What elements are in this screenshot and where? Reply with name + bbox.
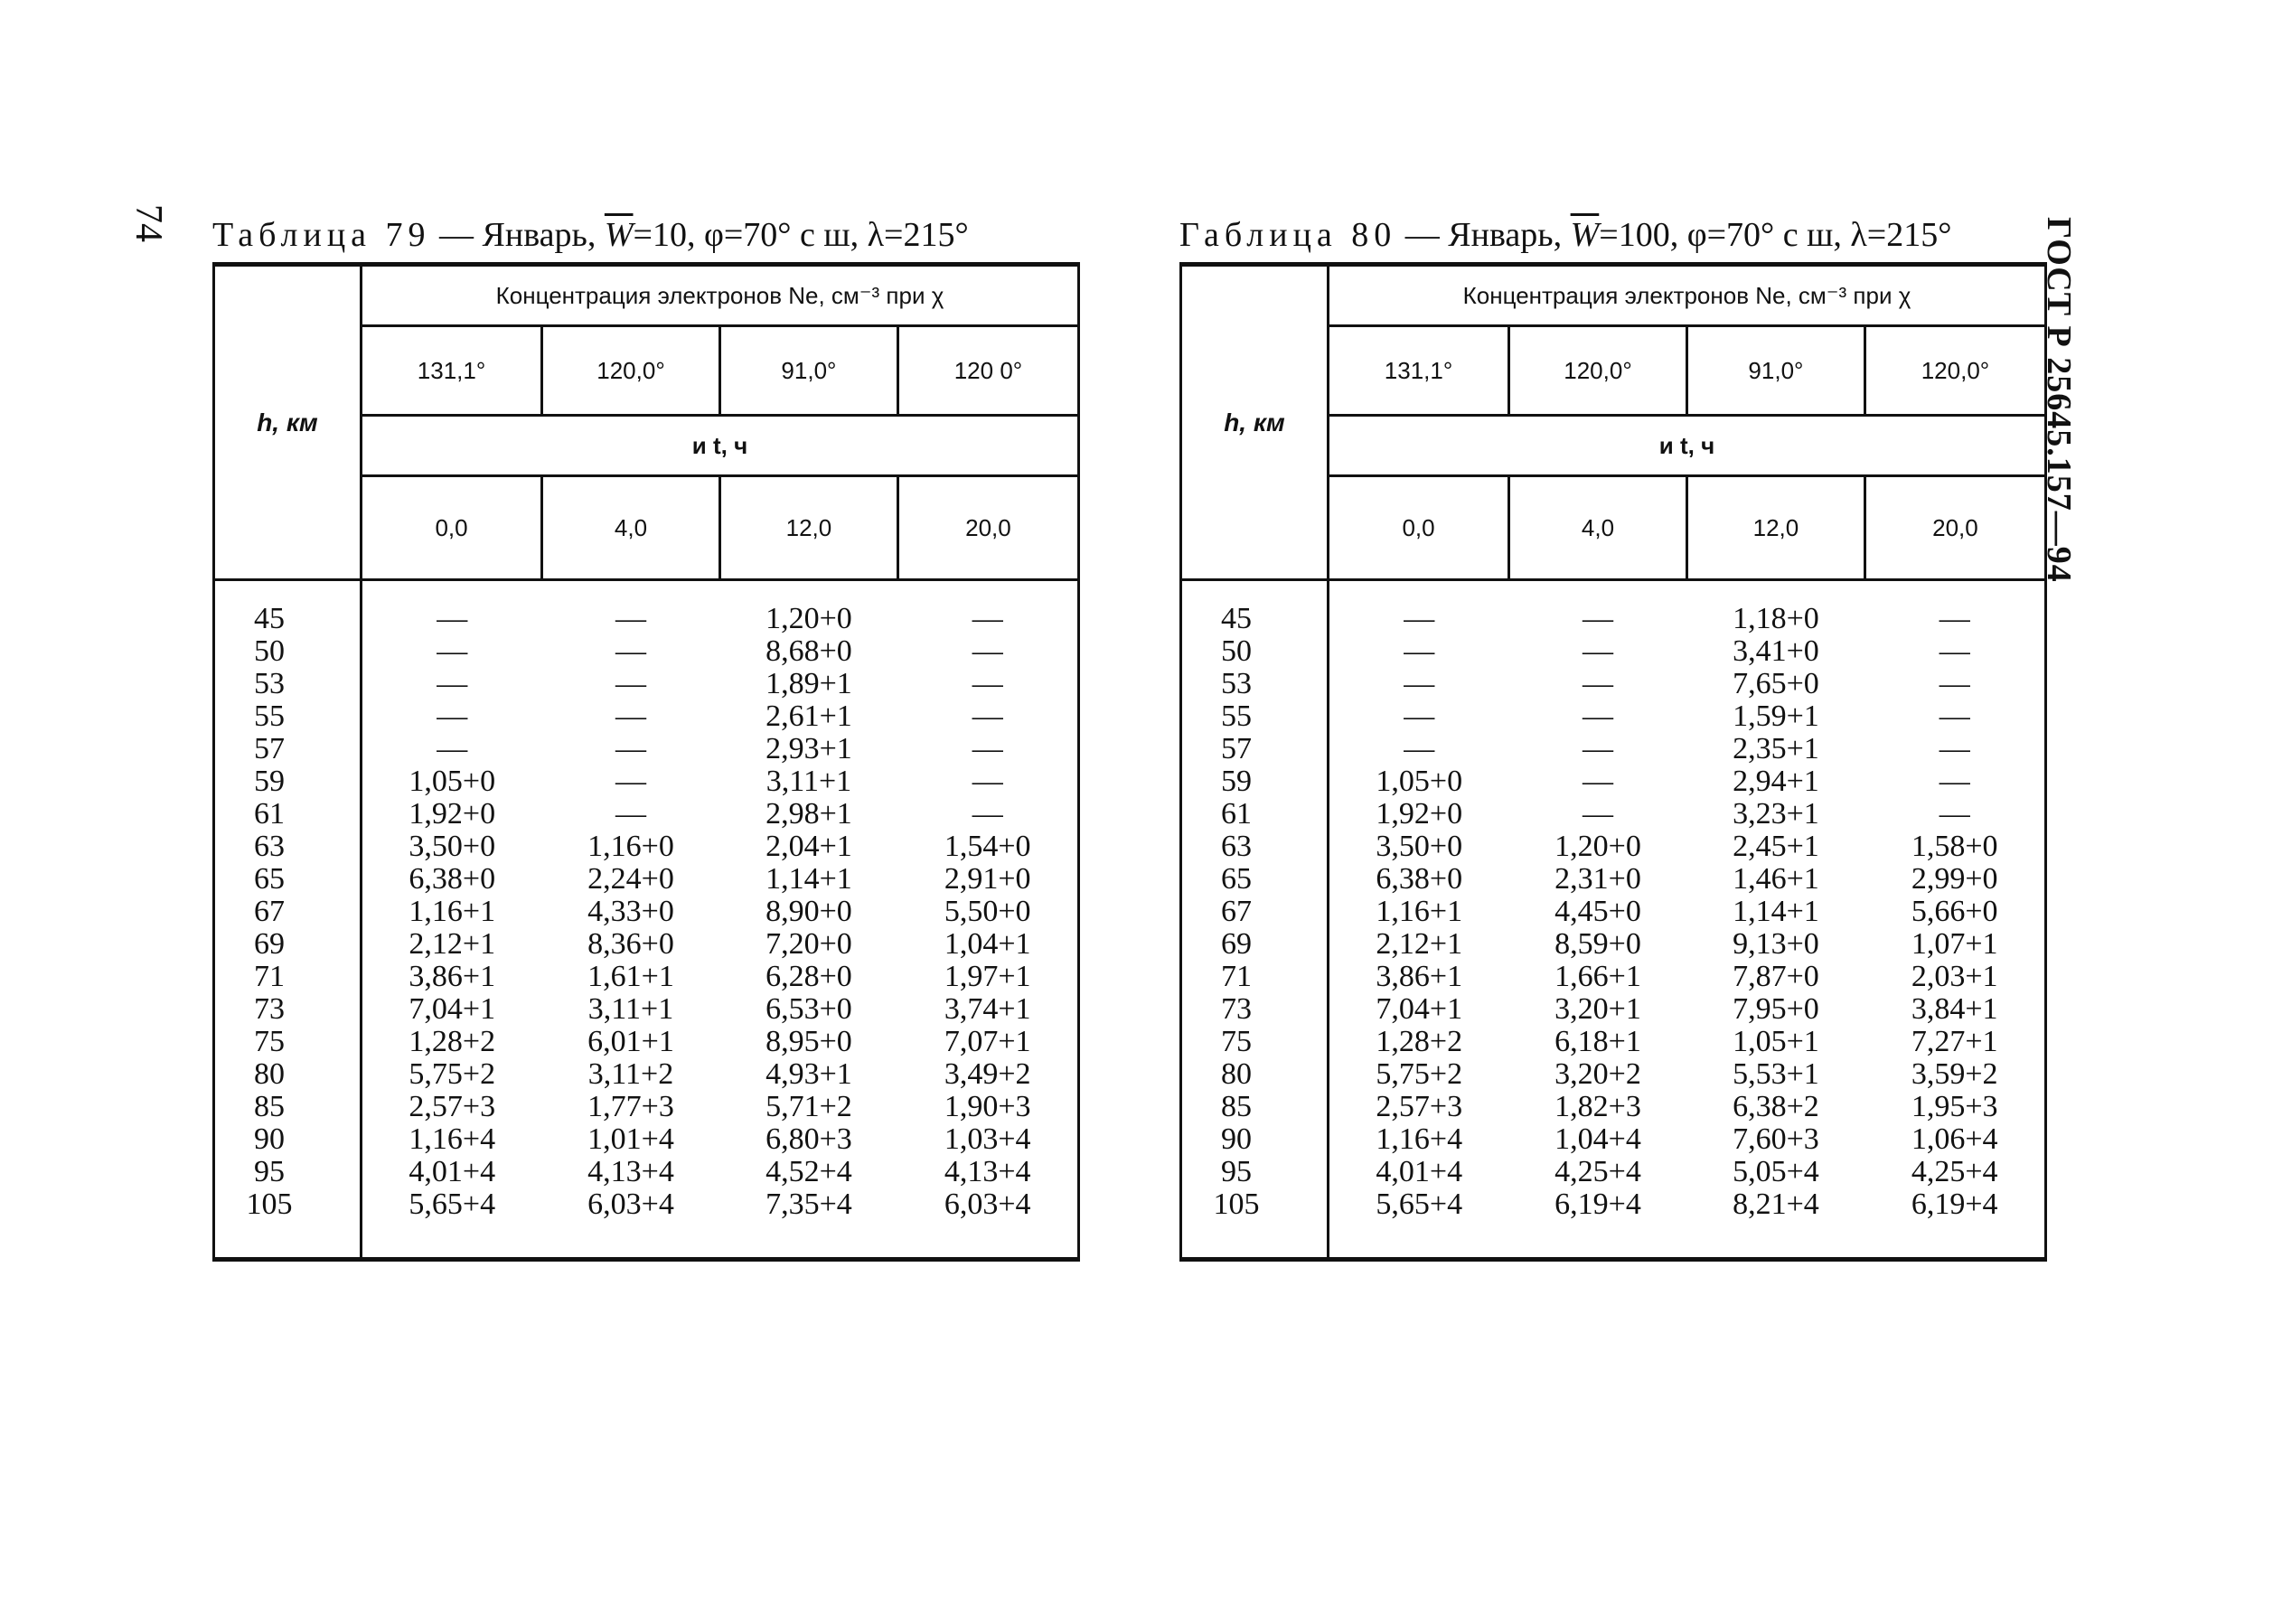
value-cell: 1,66+1	[1554, 960, 1641, 993]
table-row	[214, 1058, 1079, 1091]
value-cell: 1,90+3	[944, 1090, 1031, 1123]
table-caption-params: =100, φ=70° с ш, λ=215°	[1599, 216, 1952, 254]
value-cell: 7,04+1	[409, 992, 496, 1026]
value-cell: 2,94+1	[1733, 765, 1819, 798]
value-cell: 5,50+0	[944, 895, 1031, 928]
value-cell: 2,99+0	[1911, 862, 1998, 896]
value-cell: 8,59+0	[1554, 927, 1641, 961]
value-cell: 1,01+4	[587, 1122, 674, 1156]
time-header: 20,0	[965, 513, 1011, 541]
value-cell: —	[615, 732, 646, 765]
value-cell: 2,24+0	[587, 862, 674, 896]
altitude-cell: 65	[1181, 863, 1329, 896]
value-cell: 2,31+0	[1554, 862, 1641, 896]
table-row	[1181, 798, 2046, 831]
altitude-cell: 75	[1181, 1026, 1329, 1058]
value-cell: 1,05+0	[409, 765, 496, 798]
value-cell: 8,68+0	[765, 634, 852, 668]
value-cell: —	[1404, 732, 1435, 765]
value-cell: 5,71+2	[765, 1090, 852, 1123]
value-cell: 3,50+0	[409, 830, 496, 863]
value-cell: 1,03+4	[944, 1122, 1031, 1156]
altitude-cell: 65	[214, 863, 362, 896]
value-cell: —	[1583, 667, 1613, 700]
table-row	[214, 863, 1079, 896]
table-row	[214, 603, 1079, 635]
value-cell: —	[972, 732, 1003, 765]
value-cell: 1,16+4	[1376, 1122, 1463, 1156]
time-header: 12,0	[719, 476, 897, 579]
value-cell: —	[1583, 634, 1613, 668]
value-cell: 9,13+0	[1733, 927, 1819, 961]
value-cell: 1,58+0	[1911, 830, 1998, 863]
value-cell: 7,65+0	[1733, 667, 1819, 700]
value-cell: 6,19+4	[1554, 1187, 1641, 1221]
value-cell: 3,20+2	[1554, 1057, 1641, 1091]
value-cell: 7,27+1	[1911, 1025, 1998, 1058]
value-cell: —	[437, 699, 468, 733]
table-row	[1181, 635, 2046, 668]
value-cell: 6,38+0	[409, 862, 496, 896]
table-row	[214, 635, 1079, 668]
value-cell: 6,03+4	[587, 1187, 674, 1221]
value-cell: 3,84+1	[1911, 992, 1998, 1026]
data-table	[1179, 262, 2047, 1262]
page-number: 74	[127, 204, 169, 242]
altitude-cell: 85	[1181, 1091, 1329, 1123]
table-row	[214, 831, 1079, 863]
value-cell: 7,87+0	[1733, 960, 1819, 993]
table-caption-w: $\overline{W}$	[1570, 216, 1600, 254]
table-row	[214, 1188, 1079, 1221]
time-header: 0,0	[362, 476, 542, 579]
value-cell: 2,93+1	[765, 732, 852, 765]
table-row	[1181, 863, 2046, 896]
altitude-cell: 71	[214, 961, 362, 993]
table-row	[214, 896, 1079, 928]
value-cell: 1,20+0	[765, 602, 852, 635]
value-cell: 1,04+1	[944, 927, 1031, 961]
value-cell: 4,01+4	[1376, 1155, 1463, 1188]
value-cell: —	[615, 602, 646, 635]
altitude-cell: 80	[214, 1058, 362, 1091]
table-row	[214, 1091, 1079, 1123]
value-cell: 6,03+4	[944, 1187, 1031, 1221]
value-cell: —	[1939, 765, 1970, 798]
value-cell: 1,28+2	[409, 1025, 496, 1058]
value-cell: 2,57+3	[1376, 1090, 1463, 1123]
table-row	[1181, 831, 2046, 863]
time-label-header: и t, ч	[362, 416, 1079, 476]
table-row	[1181, 928, 2046, 961]
table-caption-w: $\overline{W}$	[604, 216, 634, 254]
value-cell: 2,91+0	[944, 862, 1031, 896]
value-cell: 1,14+1	[1733, 895, 1819, 928]
altitude-cell: 50	[214, 635, 362, 668]
value-cell: —	[615, 765, 646, 798]
altitude-cell: 53	[214, 668, 362, 700]
table-row	[214, 1156, 1079, 1188]
altitude-cell: 50	[1181, 635, 1329, 668]
value-cell: —	[972, 602, 1003, 635]
table-row	[214, 668, 1079, 700]
chi-header: 91,0°	[719, 326, 897, 416]
value-cell: 7,60+3	[1733, 1122, 1819, 1156]
value-cell: 3,74+1	[944, 992, 1031, 1026]
value-cell: 4,52+4	[765, 1155, 852, 1188]
concentration-header: Концентрация электронов Ne, см⁻³ при χ	[362, 265, 1079, 326]
value-cell: 1,82+3	[1554, 1090, 1641, 1123]
time-header: 4,0	[542, 476, 720, 579]
table-row	[1181, 1091, 2046, 1123]
table-row	[214, 733, 1079, 765]
data-table	[212, 262, 1080, 1262]
altitude-cell: 55	[214, 700, 362, 733]
spacer	[1181, 580, 1329, 604]
value-cell: 1,16+1	[409, 895, 496, 928]
spacer	[1329, 1221, 2046, 1260]
altitude-cell: 45	[1181, 603, 1329, 635]
value-cell: 1,92+0	[1376, 797, 1463, 831]
value-cell: 6,38+2	[1733, 1090, 1819, 1123]
spacer	[362, 580, 1079, 604]
value-cell: 4,93+1	[765, 1057, 852, 1091]
value-cell: 7,20+0	[765, 927, 852, 961]
value-cell: —	[972, 797, 1003, 831]
value-cell: 6,18+1	[1554, 1025, 1641, 1058]
value-cell: 5,53+1	[1733, 1057, 1819, 1091]
value-cell: —	[437, 602, 468, 635]
altitude-cell: 59	[1181, 765, 1329, 798]
altitude-cell: 85	[214, 1091, 362, 1123]
value-cell: 5,65+4	[1376, 1187, 1463, 1221]
value-cell: —	[615, 634, 646, 668]
table-row	[214, 1026, 1079, 1058]
table-row	[214, 993, 1079, 1026]
spacer	[362, 1221, 1079, 1260]
value-cell: 3,59+2	[1911, 1057, 1998, 1091]
value-cell: 6,01+1	[587, 1025, 674, 1058]
value-cell: 4,25+4	[1911, 1155, 1998, 1188]
table-row	[214, 798, 1079, 831]
value-cell: 1,06+4	[1911, 1122, 1998, 1156]
table-caption	[212, 208, 1080, 262]
value-cell: —	[972, 699, 1003, 733]
concentration-header: Концентрация электронов Ne, см⁻³ при χ	[1329, 265, 2046, 326]
value-cell: 6,53+0	[765, 992, 852, 1026]
chi-header: 120,0°	[1509, 326, 1687, 416]
value-cell: 4,33+0	[587, 895, 674, 928]
time-header: 0,0	[1329, 476, 1509, 579]
value-cell: 2,03+1	[1911, 960, 1998, 993]
altitude-cell: 73	[214, 993, 362, 1026]
value-cell: 1,28+2	[1376, 1025, 1463, 1058]
value-cell: 6,19+4	[1911, 1187, 1998, 1221]
table-caption-label: Габлица 80	[1179, 216, 1397, 254]
value-cell: 1,92+0	[409, 797, 496, 831]
value-cell: 8,36+0	[587, 927, 674, 961]
value-cell: 7,04+1	[1376, 992, 1463, 1026]
value-cell: 2,12+1	[1376, 927, 1463, 961]
value-cell: 1,16+1	[1376, 895, 1463, 928]
value-cell: 3,86+1	[409, 960, 496, 993]
value-cell: —	[972, 667, 1003, 700]
altitude-cell: 61	[1181, 798, 1329, 831]
table-row	[214, 961, 1079, 993]
value-cell: 1,14+1	[765, 862, 852, 896]
value-cell: —	[437, 732, 468, 765]
chi-header: 120 0°	[897, 326, 1078, 416]
altitude-cell: 90	[214, 1123, 362, 1156]
table-row	[214, 1123, 1079, 1156]
chi-header: 120,0°	[542, 326, 720, 416]
value-cell: —	[615, 667, 646, 700]
value-cell: 5,75+2	[1376, 1057, 1463, 1091]
value-cell: —	[1583, 602, 1613, 635]
value-cell: 4,01+4	[409, 1155, 496, 1188]
value-cell: 7,07+1	[944, 1025, 1031, 1058]
altitude-cell: 59	[214, 765, 362, 798]
value-cell: 1,07+1	[1911, 927, 1998, 961]
altitude-cell: 95	[1181, 1156, 1329, 1188]
value-cell: 1,05+0	[1376, 765, 1463, 798]
table-row	[1181, 1188, 2046, 1221]
time-header: 4,0	[1509, 476, 1687, 579]
altitude-cell: 95	[214, 1156, 362, 1188]
altitude-cell: 73	[1181, 993, 1329, 1026]
value-cell: —	[1583, 732, 1613, 765]
table-row	[214, 928, 1079, 961]
value-cell: 6,80+3	[765, 1122, 852, 1156]
value-cell: 1,77+3	[587, 1090, 674, 1123]
table-row	[1181, 603, 2046, 635]
altitude-cell: 71	[1181, 961, 1329, 993]
time-header: 20,0	[1932, 513, 1978, 541]
table-row	[1181, 765, 2046, 798]
value-cell: 4,25+4	[1554, 1155, 1641, 1188]
time-header: 12,0	[1686, 476, 1864, 579]
value-cell: 3,20+1	[1554, 992, 1641, 1026]
table-row	[1181, 993, 2046, 1026]
chi-header: 131,1°	[362, 326, 542, 416]
value-cell: 1,97+1	[944, 960, 1031, 993]
value-cell: 2,04+1	[765, 830, 852, 863]
value-cell: 3,49+2	[944, 1057, 1031, 1091]
value-cell: 3,86+1	[1376, 960, 1463, 993]
altitude-cell: 90	[1181, 1123, 1329, 1156]
value-cell: —	[1583, 765, 1613, 798]
value-cell: 7,95+0	[1733, 992, 1819, 1026]
value-cell: 4,13+4	[944, 1155, 1031, 1188]
value-cell: —	[615, 699, 646, 733]
time-label-header: и t, ч	[1329, 416, 2046, 476]
chi-header: 120,0°	[1864, 326, 2045, 416]
table-row	[1181, 1156, 2046, 1188]
table-row	[214, 765, 1079, 798]
value-cell: 1,05+1	[1733, 1025, 1819, 1058]
table-caption-text: — Январь,	[1396, 216, 1571, 254]
value-cell: 3,11+1	[765, 765, 852, 798]
altitude-cell: 67	[1181, 896, 1329, 928]
table-row	[1181, 961, 2046, 993]
value-cell: —	[1583, 699, 1613, 733]
altitude-cell: 75	[214, 1026, 362, 1058]
value-cell: 6,38+0	[1376, 862, 1463, 896]
table-block-1	[212, 208, 1080, 1262]
value-cell: 6,28+0	[765, 960, 852, 993]
table-caption	[1179, 208, 2047, 262]
altitude-cell: 55	[1181, 700, 1329, 733]
value-cell: 7,35+4	[765, 1187, 852, 1221]
altitude-cell: 53	[1181, 668, 1329, 700]
value-cell: —	[1939, 732, 1970, 765]
value-cell: 1,04+4	[1554, 1122, 1641, 1156]
value-cell: 1,61+1	[587, 960, 674, 993]
table-caption-label: Таблица 79	[212, 216, 431, 254]
value-cell: 1,18+0	[1733, 602, 1819, 635]
value-cell: 8,21+4	[1733, 1187, 1819, 1221]
value-cell: 5,05+4	[1733, 1155, 1819, 1188]
value-cell: 8,90+0	[765, 895, 852, 928]
value-cell: 5,75+2	[409, 1057, 496, 1091]
value-cell: 3,11+1	[587, 992, 674, 1026]
value-cell: 3,50+0	[1376, 830, 1463, 863]
value-cell: 2,35+1	[1733, 732, 1819, 765]
h-column-header: h, км	[1181, 265, 1329, 579]
value-cell: —	[1939, 602, 1970, 635]
altitude-cell: 105	[214, 1188, 362, 1221]
standard-designation: ГОСТ Р 25645.157—94	[2040, 217, 2078, 583]
spacer	[1181, 1221, 1329, 1260]
value-cell: 4,45+0	[1554, 895, 1641, 928]
table-caption-params: =10, φ=70° с ш, λ=215°	[633, 216, 969, 254]
value-cell: —	[1404, 634, 1435, 668]
value-cell: —	[1404, 667, 1435, 700]
value-cell: 1,16+0	[587, 830, 674, 863]
value-cell: 2,98+1	[765, 797, 852, 831]
value-cell: 3,23+1	[1733, 797, 1819, 831]
altitude-cell: 67	[214, 896, 362, 928]
value-cell: 5,65+4	[409, 1187, 496, 1221]
value-cell: 1,95+3	[1911, 1090, 1998, 1123]
value-cell: —	[972, 765, 1003, 798]
value-cell: —	[1939, 797, 1970, 831]
table-row	[214, 700, 1079, 733]
altitude-cell: 57	[1181, 733, 1329, 765]
value-cell: —	[615, 797, 646, 831]
value-cell: 3,41+0	[1733, 634, 1819, 668]
spacer	[1329, 580, 2046, 604]
chi-header: 131,1°	[1329, 326, 1509, 416]
altitude-cell: 63	[214, 831, 362, 863]
value-cell: —	[437, 634, 468, 668]
value-cell: —	[1939, 634, 1970, 668]
value-cell: 2,12+1	[409, 927, 496, 961]
value-cell: 3,11+2	[587, 1057, 674, 1091]
altitude-cell: 80	[1181, 1058, 1329, 1091]
spacer	[214, 1221, 362, 1260]
chi-header: 91,0°	[1686, 326, 1864, 416]
value-cell: 1,46+1	[1733, 862, 1819, 896]
table-block-2	[1179, 208, 2047, 1262]
altitude-cell: 63	[1181, 831, 1329, 863]
value-cell: 1,16+4	[409, 1122, 496, 1156]
altitude-cell: 45	[214, 603, 362, 635]
value-cell: 2,61+1	[765, 699, 852, 733]
altitude-cell: 57	[214, 733, 362, 765]
table-row	[1181, 733, 2046, 765]
table-row	[1181, 1026, 2046, 1058]
altitude-cell: 105	[1181, 1188, 1329, 1221]
value-cell: —	[1939, 699, 1970, 733]
h-column-header: h, км	[214, 265, 362, 579]
table-row	[1181, 700, 2046, 733]
value-cell: 1,54+0	[944, 830, 1031, 863]
value-cell: 4,13+4	[587, 1155, 674, 1188]
value-cell: —	[972, 634, 1003, 668]
value-cell: 8,95+0	[765, 1025, 852, 1058]
value-cell: 2,57+3	[409, 1090, 496, 1123]
value-cell: 1,89+1	[765, 667, 852, 700]
value-cell: 1,59+1	[1733, 699, 1819, 733]
value-cell: —	[437, 667, 468, 700]
value-cell: 1,20+0	[1554, 830, 1641, 863]
table-row	[1181, 1123, 2046, 1156]
value-cell: —	[1404, 602, 1435, 635]
value-cell: 2,45+1	[1733, 830, 1819, 863]
table-row	[1181, 668, 2046, 700]
table-caption-text: — Январь,	[430, 216, 605, 254]
value-cell: —	[1583, 797, 1613, 831]
altitude-cell: 69	[214, 928, 362, 961]
spacer	[214, 580, 362, 604]
value-cell: —	[1404, 699, 1435, 733]
altitude-cell: 61	[214, 798, 362, 831]
table-row	[1181, 896, 2046, 928]
value-cell: —	[1939, 667, 1970, 700]
value-cell: 5,66+0	[1911, 895, 1998, 928]
altitude-cell: 69	[1181, 928, 1329, 961]
table-row	[1181, 1058, 2046, 1091]
